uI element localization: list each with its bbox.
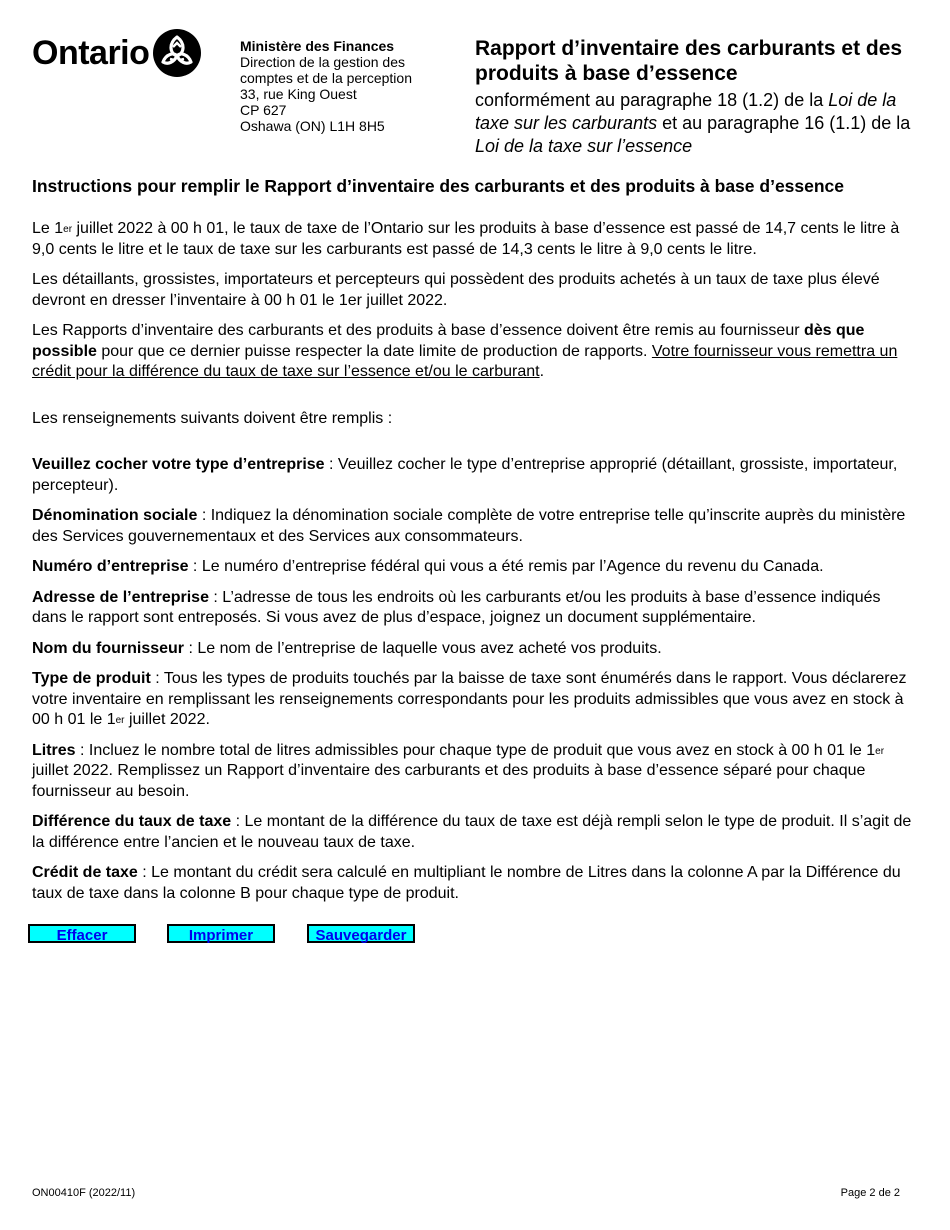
ministry-name: Ministère des Finances — [240, 38, 395, 54]
address-line: Direction de la gestion des — [240, 54, 405, 70]
instructions-heading: Instructions pour remplir le Rapport d’inventaire des carburants et des produits à base d’essence — [32, 176, 845, 196]
form-title: Rapport d’inventaire des carburants et des produits à base d’essence — [475, 37, 903, 85]
address-line: comptes et de la perception — [240, 70, 412, 86]
address-line: 33, rue King Ouest — [240, 86, 357, 102]
definition-legal-name: Dénomination sociale : Indiquez la dénomination sociale complète de votre entreprise telle qu’inscrite auprès du ministère des Services gouvernementaux et des Services aux consommateurs. — [32, 507, 906, 545]
definition-product-type: Type de produit : Tous les types de produits touchés par la baisse de taxe sont énumérés dans le rapport. Vous déclarerez votre inventaire en remplissant les renseignements correspondants pour les produits admissibles que vous avez en stock à 00 h 01 le 1er juillet 2022. — [32, 670, 907, 728]
page-header — [0, 0, 950, 170]
definition-business-type: Veuillez cocher votre type d’entreprise : Veuillez cocher le type d’entreprise approprié (détaillant, grossiste, importateur, percepteur). — [32, 456, 898, 494]
clear-button[interactable]: Effacer — [28, 924, 136, 943]
logo-wordmark: Ontario — [32, 34, 150, 72]
form-number: ON00410F (2022/11) — [32, 1187, 136, 1199]
form-title-block — [475, 36, 925, 158]
definition-tax-credit: Crédit de taxe : Le montant du crédit sera calculé en multipliant le nombre de Litres dans la colonne A par la Différence du taux de taxe dans la colonne B pour chaque type de produit. — [32, 864, 901, 902]
definition-business-address: Adresse de l’entreprise : L’adresse de tous les endroits où les carburants et/ou les produits à base d’essence indiqués dans le rapport sont entreposés. Si vous avez de plus d’espace, joignez un document supplémentaire. — [32, 588, 881, 626]
paragraph-tax-change: Le 1er juillet 2022 à 00 h 01, le taux de taxe de l’Ontario sur les produits à base d’essence est passé de 14,7 cents le litre à 9,0 cents le litre et le taux de taxe sur les carburants est passé de 14,3 cents le litre à 9,0 cents le litre. — [32, 220, 900, 258]
definition-litres: Litres : Incluez le nombre total de litres admissibles pour chaque type de produit que vous avez en stock à 00 h 01 le 1er juillet 2022. Remplissez un Rapport d’inventaire des carburants et des produits à base d’essence séparé pour chaque fournisseur au besoin. — [32, 741, 885, 800]
print-button[interactable]: Imprimer — [167, 924, 275, 943]
trillium-icon — [153, 29, 201, 77]
address-line: CP 627 — [240, 102, 287, 118]
address-line: Oshawa (ON) L1H 8H5 — [240, 118, 385, 134]
page-number: Page 2 de 2 — [840, 1187, 900, 1199]
instructions-body — [32, 219, 918, 914]
paragraph-inventory: Les détaillants, grossistes, importateurs et percepteurs qui possèdent des produits achetés à un taux de taxe plus élevé devront en dresser l’inventaire à 00 h 01 le 1er juillet 2022. — [32, 271, 880, 309]
definition-supplier-name: Nom du fournisseur : Le nom de l’entreprise de laquelle vous avez acheté vos produits. — [32, 639, 662, 657]
ontario-logo — [32, 28, 201, 78]
definition-tax-difference: Différence du taux de taxe : Le montant de la différence du taux de taxe est déjà rempli selon le type de produit. Il s’agit de la différence entre l’ancien et le nouveau taux de taxe. — [32, 813, 912, 851]
ministry-address — [240, 38, 412, 134]
paragraph-required-info: Les renseignements suivants doivent être remplis : — [32, 409, 393, 427]
form-subtitle: conformément au paragraphe 18 (1.2) de la Loi de la taxe sur les carburants et au paragraphe 16 (1.1) de la Loi de la taxe sur l’essence — [475, 90, 911, 156]
save-button[interactable]: Sauvegarder — [307, 924, 415, 943]
paragraph-submission: Les Rapports d’inventaire des carburants et des produits à base d’essence doivent être remis au fournisseur dès que possible pour que ce dernier puisse respecter la date limite de production de rapports. Votre fournisseur vous remettra un crédit pour la différence du taux de taxe sur l’essence et/ou le carburant. — [32, 322, 898, 380]
definition-business-number: Numéro d’entreprise : Le numéro d’entreprise fédéral qui vous a été remis par l’Agence du revenu du Canada. — [32, 558, 824, 575]
